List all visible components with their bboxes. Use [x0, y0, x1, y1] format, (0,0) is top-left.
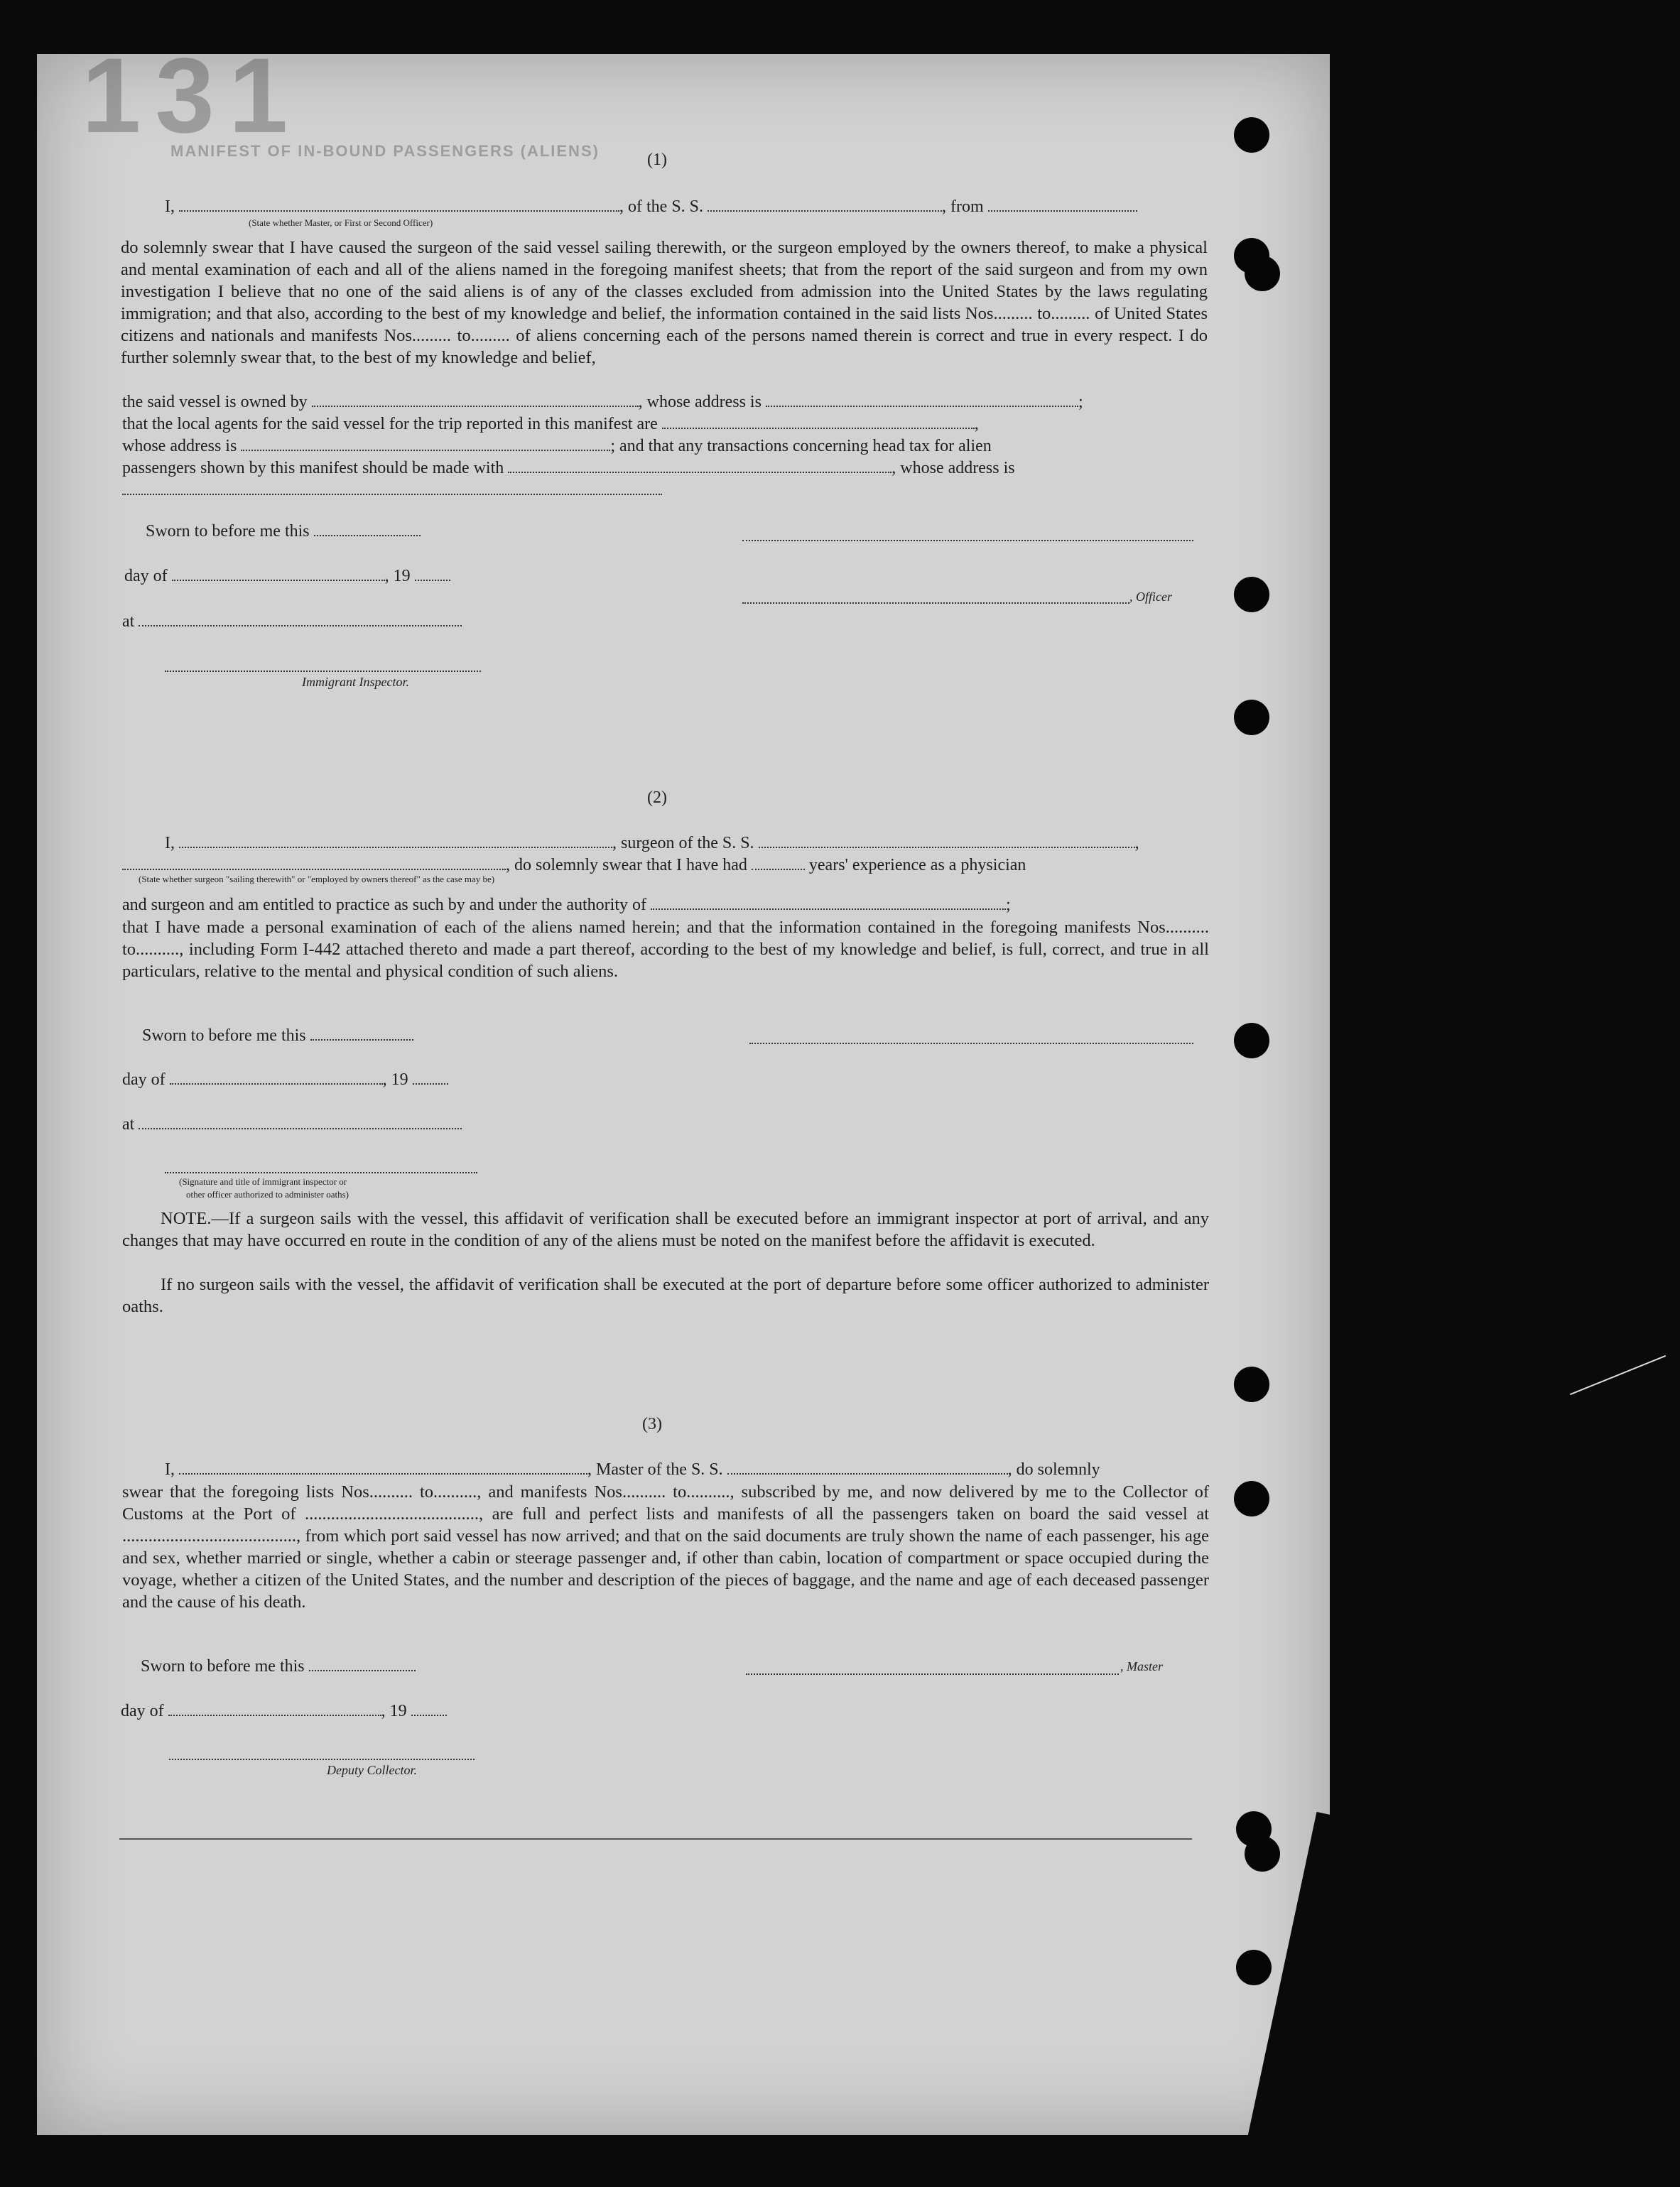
section-3-number: (3)	[642, 1415, 662, 1433]
owned-by-label: the said vessel is owned by	[122, 393, 308, 411]
contact-address-field[interactable]	[122, 494, 662, 495]
year-label: , 19	[384, 567, 411, 585]
agents-address-field[interactable]	[241, 437, 610, 451]
sworn-line-3	[141, 1656, 416, 1677]
i-label: I,	[165, 834, 175, 852]
day-of-label: day of	[121, 1702, 164, 1720]
bottom-rule	[119, 1838, 1192, 1840]
punch-hole	[1245, 1836, 1280, 1872]
section-1-line-1	[165, 196, 1137, 217]
i-label: I,	[165, 197, 175, 216]
master-vessel-field[interactable]	[727, 1460, 1008, 1475]
year-field[interactable]	[415, 567, 450, 581]
punch-hole	[1234, 700, 1269, 735]
note-text	[122, 1208, 1209, 1252]
i-label: I,	[165, 1460, 175, 1479]
punch-hole	[1245, 256, 1280, 291]
at-line-1	[122, 611, 462, 632]
local-agents-label: that the local agents for the said vessel for the trip reported in this manifest are	[122, 415, 658, 433]
year-field[interactable]	[411, 1702, 447, 1716]
day-of-label: day of	[124, 567, 168, 585]
day-field[interactable]	[168, 1702, 381, 1716]
inspector-signature-2[interactable]	[165, 1172, 477, 1173]
whose-address-label: , whose address is	[638, 393, 762, 411]
swear-label: , do solemnly swear that I have had	[506, 856, 747, 874]
surgeon-name-field[interactable]	[179, 834, 612, 848]
year-label: , 19	[382, 1070, 408, 1089]
at-field[interactable]	[139, 612, 462, 626]
agents-address-line	[122, 435, 992, 457]
day-of-label: day of	[122, 1070, 166, 1089]
surgeon-vessel-field[interactable]	[759, 834, 1135, 848]
surgeon-paragraph: that I have made a personal examination of each of the aliens named herein; and that the information contained in the foregoing manifests Nos.......... to.........., including Form I-442 attached thereto and made a part thereof, according to the best of my knowledge and belief, is full, correct, and true in all particulars, relative to the mental and physical condition of such aliens.	[122, 918, 1209, 981]
note2-paragraph: If no surgeon sails with the vessel, the affidavit of verification shall be executed at the port of departure before some officer authorized to administer oaths.	[122, 1275, 1209, 1316]
officer-field[interactable]	[179, 197, 619, 212]
contact-address-label: , whose address is	[892, 459, 1015, 477]
sworn-line-1	[146, 521, 421, 542]
section-2-number: (2)	[647, 788, 667, 807]
section-3-text	[122, 1481, 1209, 1613]
ghost-heading: MANIFEST OF IN-BOUND PASSENGERS (ALIENS)	[170, 142, 600, 160]
owner-field[interactable]	[312, 393, 639, 407]
master-paragraph: swear that the foregoing lists Nos.......... to.........., and manifests Nos.......... to.........., subscribed by me, and now delivered by me to the Collector of Customs at the Port of ........................................, are full and perfect lists and manifests of all the passengers taken on board the said vessel at ........................................, from which port said vessel has now arrived; and that on the said documents are truly shown the name of each passenger, his age and sex, whether married or single, whether a cabin or steerage passenger and, if other than cabin, location of compartment or space occupied during the voyage, whether a citizen of the United States, and the number and description of the pieces of baggage, and the name and age of each deceased passenger and the cause of his death.	[122, 1482, 1209, 1612]
sworn-date-field[interactable]	[310, 1026, 413, 1041]
sworn-line-2	[142, 1025, 413, 1046]
stamp-number: 131	[82, 36, 303, 155]
officer-signature-top[interactable]	[742, 540, 1193, 541]
master-label: , Master	[1120, 1659, 1163, 1673]
from-field[interactable]	[988, 197, 1137, 212]
day-of-line-1	[124, 565, 450, 587]
section-3-line-1	[165, 1459, 1100, 1480]
oath-paragraph: do solemnly swear that I have caused the surgeon of the said vessel sailing therewith, or the surgeon employed by the owners thereof, to make a physical and mental examination of each and all of the aliens named in the foregoing manifest sheets; that from the report of the said surgeon and from my own investigation I believe that no one of the said aliens is of any of the classes excluded from admission into the United States by the laws regulating immigration; and that also, according to the best of my knowledge and belief, the information contained in the said lists Nos......... to......... of United States citizens and nationals and manifests Nos......... to......... of aliens concerning each of the persons named therein is correct and true in every respect. I do further solemnly swear that, to the best of my knowledge and belief,	[121, 238, 1208, 367]
section-1-number: (1)	[647, 151, 667, 169]
surgeon-note: (State whether surgeon "sailing therewith" or "employed by owners thereof" as the case may be)	[139, 874, 495, 884]
section-2-text	[122, 916, 1209, 982]
note2-text	[122, 1274, 1209, 1318]
punch-hole	[1234, 1481, 1269, 1516]
day-field[interactable]	[172, 567, 385, 581]
authority-line: and surgeon and am entitled to practice as such by and under the authority of ;	[122, 896, 1011, 914]
day-of-line-3	[121, 1700, 447, 1722]
passengers-shown-label: passengers shown by this manifest should be made with	[122, 459, 504, 477]
master-of-label: , Master of the S. S.	[587, 1460, 723, 1479]
agents-field[interactable]	[662, 415, 975, 429]
at-label: at	[122, 1115, 135, 1134]
at-field[interactable]	[139, 1115, 462, 1129]
sworn-label: Sworn to before me this	[146, 522, 310, 541]
section-2-line-2	[122, 854, 1026, 876]
authority-label: and surgeon and am entitled to practice as such by and under the authority of	[122, 896, 646, 914]
punch-hole	[1234, 577, 1269, 612]
surgeon-signature[interactable]	[749, 1043, 1193, 1044]
at-line-2	[122, 1114, 462, 1135]
surgeon-of-label: , surgeon of the S. S.	[612, 834, 754, 852]
scribble-mark	[1570, 1355, 1666, 1395]
section-1-oath-text	[121, 237, 1208, 369]
owned-by-line: the said vessel is owned by , whose address is ;	[122, 393, 1083, 411]
officer-label: , Officer	[1129, 590, 1172, 604]
at-label: at	[122, 612, 135, 631]
from-label: , from	[942, 197, 984, 216]
punch-hole	[1234, 1367, 1269, 1402]
surgeon-status-field[interactable]	[122, 856, 506, 870]
solemnly-label: , do solemnly	[1007, 1460, 1100, 1479]
owner-address-field[interactable]	[766, 393, 1078, 407]
collector-label: Deputy Collector.	[327, 1763, 417, 1777]
passengers-shown-line	[122, 457, 1015, 479]
master-signature[interactable]	[746, 1673, 1119, 1675]
punch-hole	[1236, 1950, 1272, 1985]
officer-signature[interactable]	[742, 602, 1129, 604]
officer-note: (State whether Master, or First or Second Officer)	[249, 217, 433, 228]
vessel-field[interactable]	[708, 197, 942, 212]
agents-address-label: whose address is	[122, 437, 237, 455]
years-label: years' experience as a physician	[808, 856, 1026, 874]
local-agents-line: that the local agents for the said vessel for the trip reported in this manifest are ,	[122, 415, 979, 433]
of-ss-label: , of the S. S.	[619, 197, 704, 216]
year-label: , 19	[381, 1702, 407, 1720]
inspector-signature[interactable]	[165, 671, 481, 672]
master-name-field[interactable]	[179, 1460, 587, 1475]
day-field[interactable]	[170, 1070, 383, 1085]
sworn-date-field[interactable]	[314, 522, 421, 536]
day-of-line-2	[122, 1069, 448, 1090]
sworn-label: Sworn to before me this	[142, 1026, 306, 1045]
note-paragraph: NOTE.—If a surgeon sails with the vessel, this affidavit of verification shall be executed before an immigrant inspector at port of arrival, and any changes that may have occurred en route in the condition of any of the aliens must be noted on the manifest before the affidavit is executed.	[122, 1209, 1209, 1250]
head-tax-contact-field[interactable]	[508, 459, 892, 473]
punch-hole	[1234, 117, 1269, 153]
section-2-line-1: I, , surgeon of the S. S. ,	[165, 834, 1139, 852]
sig-note-1: (Signature and title of immigrant inspector or	[179, 1176, 347, 1187]
inspector-label: Immigrant Inspector.	[302, 675, 409, 689]
punch-hole	[1234, 1023, 1269, 1058]
head-tax-label: ; and that any transactions concerning head tax for alien	[610, 437, 992, 455]
authority-field[interactable]	[651, 896, 1006, 910]
sig-note-2: other officer authorized to administer oaths)	[186, 1189, 349, 1200]
years-field[interactable]	[752, 856, 805, 870]
sworn-date-field[interactable]	[309, 1657, 416, 1671]
year-field[interactable]	[413, 1070, 448, 1085]
collector-signature[interactable]	[169, 1759, 475, 1760]
sworn-label: Sworn to before me this	[141, 1657, 305, 1676]
